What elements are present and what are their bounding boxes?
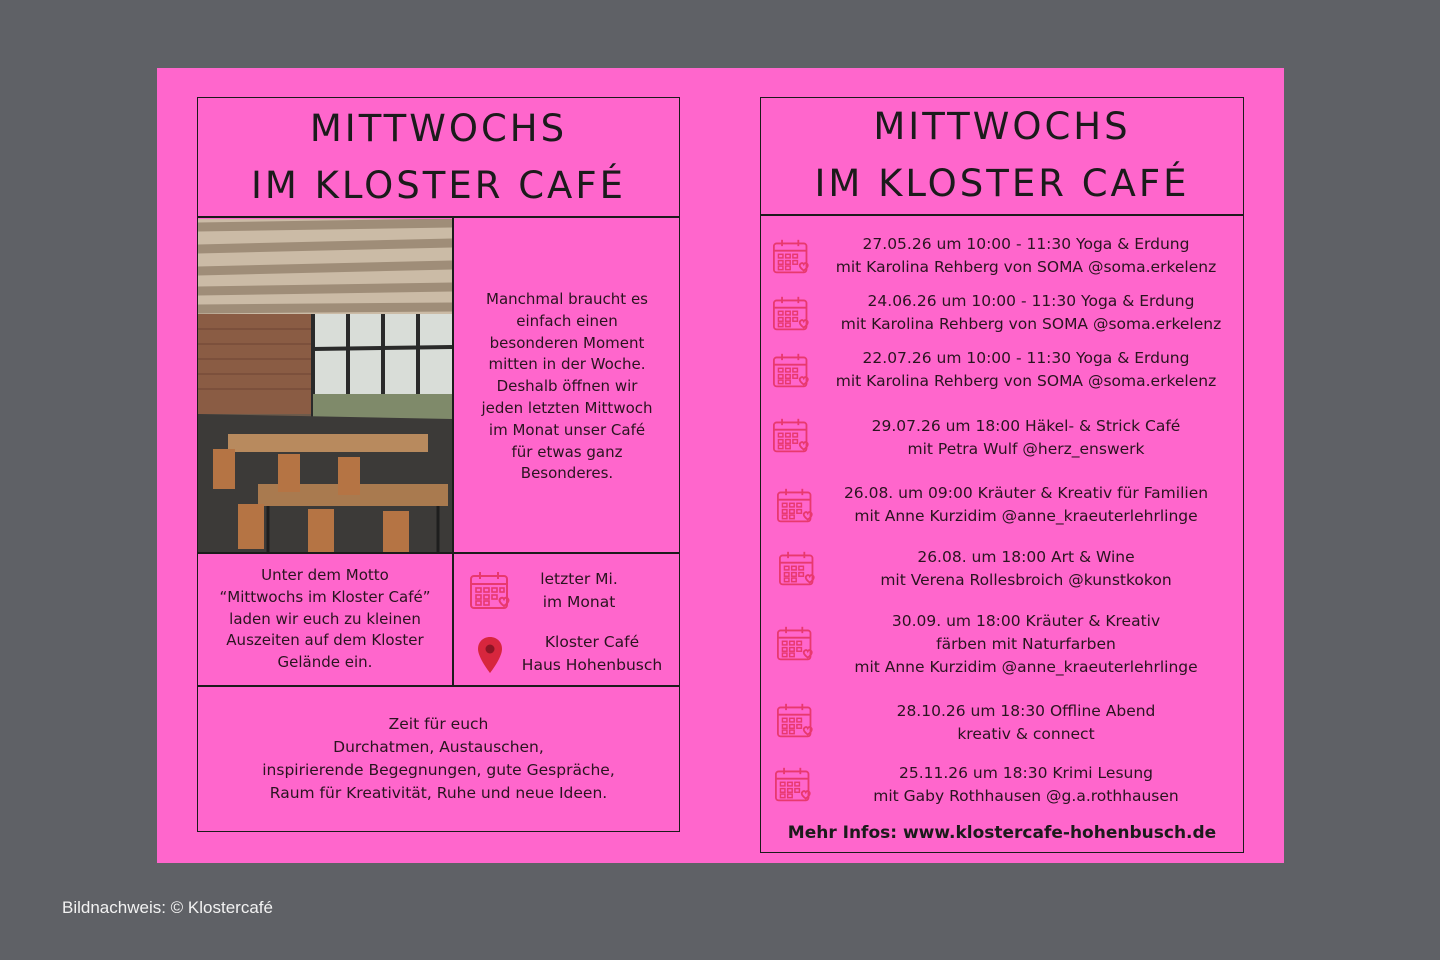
event-item <box>762 762 1242 810</box>
motto-line: Gelände ein. <box>277 653 373 672</box>
event-item <box>762 233 1242 281</box>
calendar-heart-icon <box>772 352 812 390</box>
motto-line: Unter dem Motto <box>261 566 389 584</box>
event-line: mit Anne Kurzidim @anne_kraeuterlehrlinge <box>854 507 1198 525</box>
intro-line: Manchmal braucht es <box>486 290 648 308</box>
event-item <box>762 415 1242 463</box>
event-line: 26.08. um 18:00 Art & Wine <box>917 548 1135 566</box>
time-line: Zeit für euch <box>388 715 489 733</box>
map-pin-icon <box>477 636 503 674</box>
event-item <box>762 347 1242 395</box>
event-item <box>762 482 1242 530</box>
motto-text <box>199 565 451 674</box>
event-line: färben mit Naturfarben <box>936 635 1116 653</box>
motto-line: Auszeiten auf dem Kloster <box>226 631 424 650</box>
event-item <box>762 610 1242 680</box>
right-title-line1: MITTWOCHS <box>873 105 1131 148</box>
right-title-divider <box>760 214 1244 216</box>
where-line: Kloster Café <box>544 633 640 651</box>
event-line: 26.08. um 09:00 Kräuter & Kreativ für Familien <box>843 484 1209 502</box>
event-line: mit Anne Kurzidim @anne_kraeuterlehrlinge <box>854 658 1198 676</box>
intro-line: besonderen Moment <box>489 333 645 352</box>
image-credit: Bildnachweis: © Klostercafé <box>62 898 273 917</box>
left-vertical-divider <box>452 216 454 686</box>
calendar-heart-icon <box>469 570 513 612</box>
calendar-heart-icon <box>772 238 812 276</box>
event-item <box>762 290 1242 338</box>
event-line: 27.05.26 um 10:00 - 11:30 Yoga & Erdung <box>862 235 1190 253</box>
intro-line: mitten in der Woche. <box>488 355 646 374</box>
where-text <box>508 631 676 677</box>
calendar-heart-icon <box>772 417 812 455</box>
event-item <box>762 700 1242 748</box>
event-line: 22.07.26 um 10:00 - 11:30 Yoga & Erdung <box>862 349 1190 367</box>
calendar-heart-icon <box>774 766 814 804</box>
intro-line: für etwas ganz <box>511 442 623 461</box>
more-info-link[interactable]: Mehr Infos: www.klostercafe-hohenbusch.de <box>787 823 1217 843</box>
event-line: 29.07.26 um 18:00 Häkel- & Strick Café <box>871 417 1181 435</box>
left-title-line1: MITTWOCHS <box>309 107 568 150</box>
intro-line: jeden letzten Mittwoch <box>481 398 653 417</box>
event-line: mit Karolina Rehberg von SOMA @soma.erkelenz <box>840 315 1222 333</box>
where-line: Haus Hohenbusch <box>521 656 663 674</box>
time-line: Durchatmen, Austauschen, <box>333 738 544 756</box>
event-line: mit Petra Wulf @herz_enswerk <box>907 440 1145 458</box>
event-line: mit Gaby Rothhausen @g.a.rothhausen <box>873 787 1179 805</box>
event-line: mit Karolina Rehberg von SOMA @soma.erkelenz <box>835 372 1217 390</box>
motto-line: “Mittwochs im Kloster Café” <box>219 587 431 606</box>
when-text <box>518 568 640 614</box>
time-for-you-text <box>199 713 678 805</box>
event-item <box>762 546 1242 594</box>
event-line: 30.09. um 18:00 Kräuter & Kreativ <box>891 612 1161 630</box>
time-line: Raum für Kreativität, Ruhe und neue Ideen. <box>269 784 608 802</box>
time-line: inspirierende Begegnungen, gute Gespräche, <box>262 761 615 779</box>
event-line: mit Verena Rollesbroich @kunstkokon <box>880 571 1172 589</box>
intro-line: Besonderes. <box>520 464 614 483</box>
motto-line: laden wir euch zu kleinen <box>229 609 421 628</box>
intro-line: einfach einen <box>516 311 618 330</box>
intro-line: Deshalb öffnen wir <box>496 377 638 396</box>
when-line: im Monat <box>542 593 616 611</box>
event-line: mit Karolina Rehberg von SOMA @soma.erkelenz <box>835 258 1217 276</box>
event-line: 25.11.26 um 18:30 Krimi Lesung <box>898 764 1154 782</box>
event-line: 28.10.26 um 18:30 Offline Abend <box>896 702 1156 720</box>
left-horizontal-divider <box>197 552 680 554</box>
event-line: 24.06.26 um 10:00 - 11:30 Yoga & Erdung <box>867 292 1195 310</box>
right-title-line2: IM KLOSTER CAFÉ <box>814 162 1190 205</box>
when-line: letzter Mi. <box>540 570 618 588</box>
calendar-heart-icon <box>772 295 812 333</box>
intro-line: im Monat unser Café <box>488 420 646 439</box>
cafe-interior-photo <box>198 219 452 552</box>
event-line: kreativ & connect <box>957 725 1095 743</box>
left-title-line2: IM KLOSTER CAFÉ <box>250 164 627 207</box>
intro-text <box>457 289 677 485</box>
